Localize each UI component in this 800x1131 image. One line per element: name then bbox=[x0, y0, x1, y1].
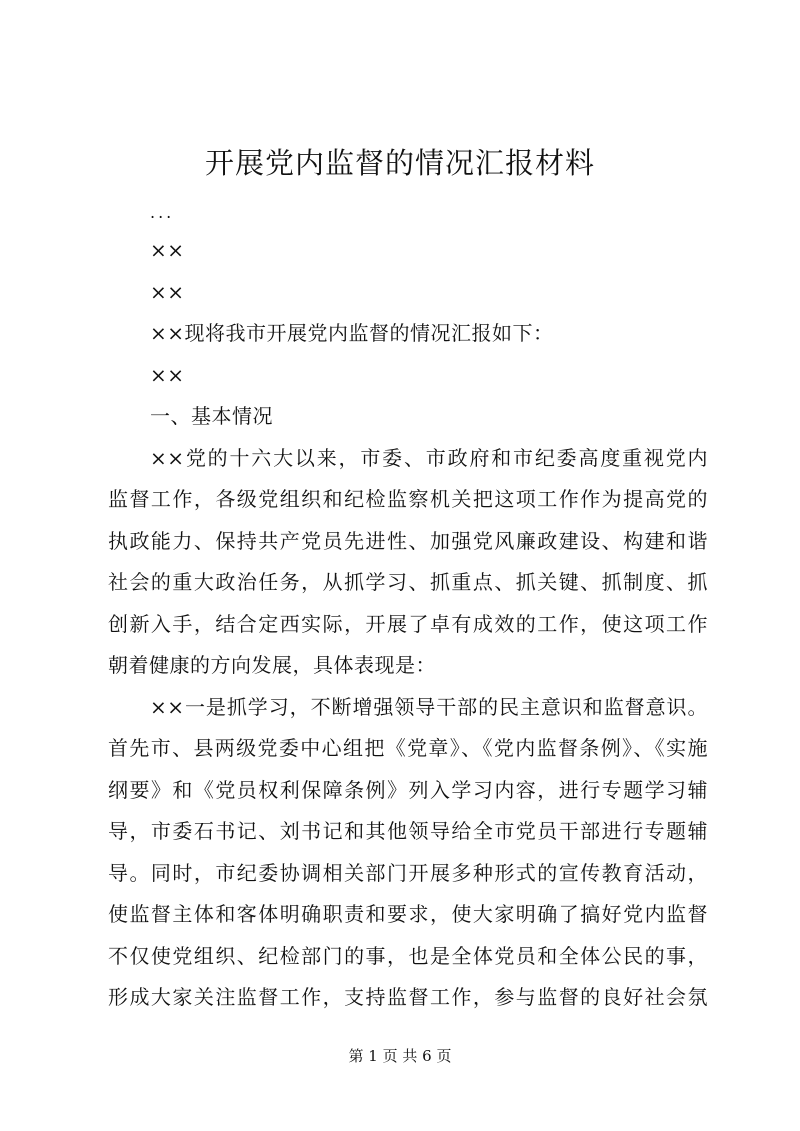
placeholder-line: ×× bbox=[150, 279, 185, 304]
intro-line: ××现将我市开展党内监督的情况汇报如下： bbox=[150, 321, 554, 345]
paragraph-line: ××一是抓学习，不断增强领导干部的民主意识和监督意识。 bbox=[150, 694, 708, 719]
page-footer: 第 1 页 共 6 页 bbox=[348, 1047, 452, 1065]
paragraph-line: 朝着健康的方向发展，具体表现是： bbox=[108, 653, 436, 677]
section-heading: 一、基本情况 bbox=[150, 404, 273, 428]
paragraph-line: ××党的十六大以来，市委、市政府和市纪委高度重视党内 bbox=[150, 445, 708, 470]
document-title: 开展党内监督的情况汇报材料 bbox=[204, 146, 595, 180]
paragraph-line: 形成大家关注监督工作，支持监督工作，参与监督的良好社会氛 bbox=[108, 985, 708, 1009]
paragraph-line: 监督工作，各级党组织和纪检监察机关把这项工作作为提高党的 bbox=[108, 487, 708, 511]
placeholder-line: ×× bbox=[150, 238, 185, 262]
paragraph-line: 创新入手，结合定西实际，开展了卓有成效的工作，使这项工作 bbox=[108, 611, 708, 636]
paragraph-line: 执政能力、保持共产党员先进性、加强党风廉政建设、构建和谐 bbox=[108, 528, 708, 553]
paragraph-line: 不仅使党组织、纪检部门的事，也是全体党员和全体公民的事， bbox=[108, 943, 708, 968]
paragraph-line: 导，市委石书记、刘书记和其他领导给全市党员干部进行专题辅 bbox=[108, 819, 708, 843]
document-body bbox=[108, 196, 708, 1019]
paragraph-line: 首先市、县两级党委中心组把《党章》、《党内监督条例》、《实施 bbox=[108, 736, 708, 760]
paragraph-line: 导。同时，市纪委协调相关部门开展多种形式的宣传教育活动， bbox=[108, 860, 708, 885]
paragraph-line: 社会的重大政治任务，从抓学习、抓重点、抓关键、抓制度、抓 bbox=[108, 570, 708, 594]
paragraph-line: 纲要》和《党员权利保障条例》列入学习内容，进行专题学习辅 bbox=[108, 777, 708, 802]
placeholder-line: ×× bbox=[150, 362, 185, 387]
ellipsis-line: ... bbox=[150, 203, 175, 222]
paragraph-line: 使监督主体和客体明确职责和要求，使大家明确了搞好党内监督 bbox=[108, 902, 708, 926]
